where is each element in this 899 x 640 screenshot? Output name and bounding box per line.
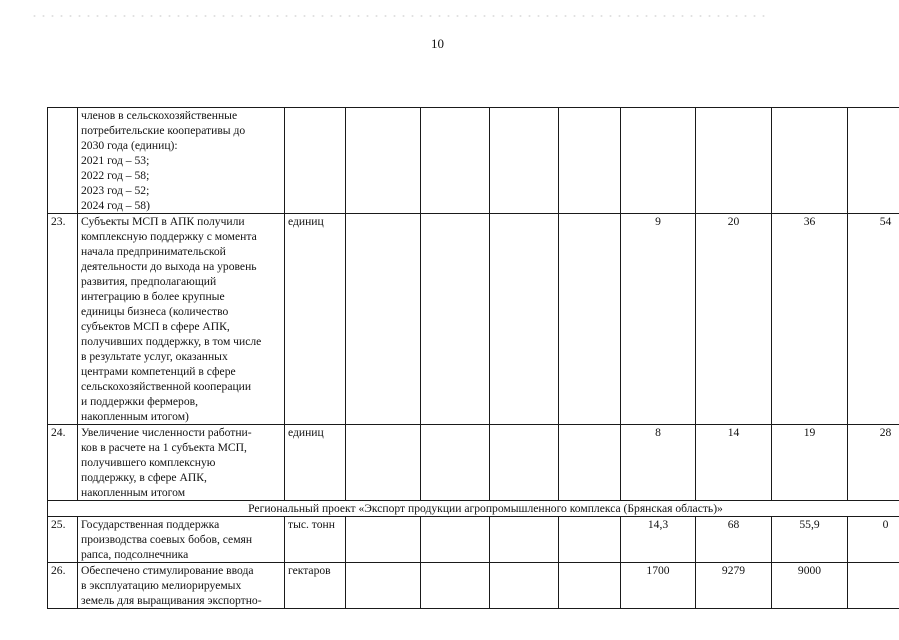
value-cell [346, 214, 421, 425]
value-cell: 0 [848, 517, 899, 563]
value-cell [346, 517, 421, 563]
value-cell [848, 563, 899, 609]
row-number: 26. [48, 563, 78, 609]
value-cell [559, 563, 621, 609]
indicator-name: членов в сельскохозяйственные потребительские кооперативы до 2030 года (единиц): 2021 год – 53; 2022 год – 58; 2023 год – 52; 2024 год – 58) [78, 108, 285, 214]
indicator-name: Увеличение численности работни- ков в расчете на 1 субъекта МСП, получившего комплексную поддержку, в сфере АПК, накопленным итогом [78, 425, 285, 501]
row-number: 24. [48, 425, 78, 501]
value-cell [421, 517, 490, 563]
value-cell [346, 108, 421, 214]
value-cell [696, 108, 772, 214]
table-row [48, 214, 899, 425]
value-cell [490, 425, 559, 501]
value-cell: 20 [696, 214, 772, 425]
value-cell [346, 563, 421, 609]
indicators-table [47, 107, 899, 609]
value-cell: 1700 [621, 563, 696, 609]
value-cell [421, 108, 490, 214]
value-cell [621, 108, 696, 214]
value-cell [559, 425, 621, 501]
value-cell: 68 [696, 517, 772, 563]
table-row [48, 425, 899, 501]
indicator-name: Обеспечено стимулирование ввода в эксплуатацию мелиорируемых земель для выращивания экспортно- [78, 563, 285, 609]
value-cell: 14,3 [621, 517, 696, 563]
value-cell [848, 108, 899, 214]
value-cell [559, 108, 621, 214]
value-cell [490, 108, 559, 214]
value-cell [421, 425, 490, 501]
unit-cell: единиц [285, 425, 346, 501]
unit-cell [285, 108, 346, 214]
value-cell: 54 [848, 214, 899, 425]
unit-cell: гектаров [285, 563, 346, 609]
value-cell: 28 [848, 425, 899, 501]
value-cell: 14 [696, 425, 772, 501]
value-cell: 8 [621, 425, 696, 501]
unit-cell: единиц [285, 214, 346, 425]
table-row [48, 517, 899, 563]
value-cell: 19 [772, 425, 848, 501]
value-cell [559, 517, 621, 563]
table-row [48, 563, 899, 609]
indicator-name: Субъекты МСП в АПК получили комплексную поддержку с момента начала предпринимательской деятельности до выхода на уровень развития, предполагающий интеграцию в более крупные единицы бизнеса (количество субъектов МСП в сфере АПК, получивших поддержку, в том числе в результате услуг, оказанных центрами компетенций в сфере сельскохозяйственной кооперации и поддержки фермеров, накопленным итогом) [78, 214, 285, 425]
value-cell: 9000 [772, 563, 848, 609]
value-cell [559, 214, 621, 425]
indicator-name: Государственная поддержка производства соевых бобов, семян рапса, подсолнечника [78, 517, 285, 563]
table-row [48, 108, 899, 214]
value-cell: 36 [772, 214, 848, 425]
value-cell [772, 108, 848, 214]
value-cell [421, 563, 490, 609]
unit-cell: тыс. тонн [285, 517, 346, 563]
value-cell [490, 214, 559, 425]
value-cell [490, 563, 559, 609]
value-cell: 9279 [696, 563, 772, 609]
row-number: 25. [48, 517, 78, 563]
row-number [48, 108, 78, 214]
page-number: 10 [431, 36, 444, 51]
value-cell [346, 425, 421, 501]
section-header: Региональный проект «Экспорт продукции агропромышленного комплекса (Брянская область)» [48, 501, 899, 517]
row-number: 23. [48, 214, 78, 425]
value-cell: 55,9 [772, 517, 848, 563]
section-header-row [48, 501, 899, 517]
scan-artifact [30, 14, 770, 18]
value-cell: 9 [621, 214, 696, 425]
value-cell [490, 517, 559, 563]
value-cell [421, 214, 490, 425]
